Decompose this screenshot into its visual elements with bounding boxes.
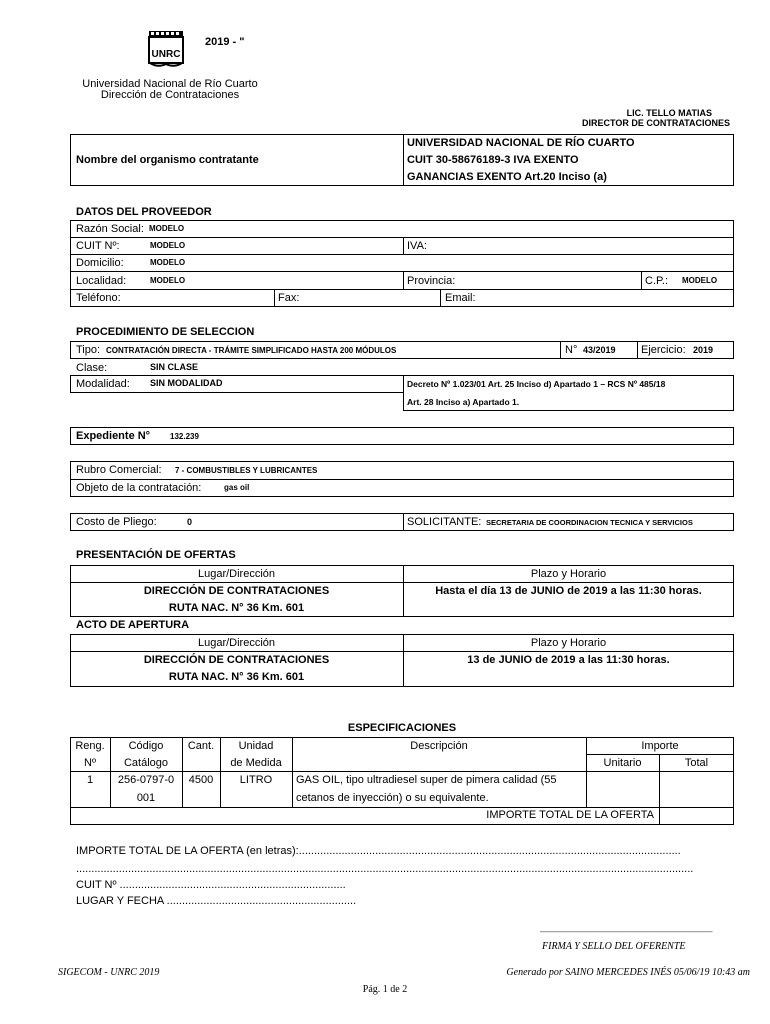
expediente-value: 132.239 — [170, 432, 199, 441]
page-number: Pág. 1 de 2 — [362, 984, 408, 995]
expediente-label: Expediente N° — [76, 430, 151, 442]
col-descripcion: Descripción — [410, 740, 468, 752]
clase-label: Clase: — [76, 362, 108, 374]
iva-label: IVA: — [407, 240, 427, 252]
numero-label: N° — [565, 344, 578, 356]
presentacion-title: PRESENTACIÓN DE OFERTAS — [76, 549, 236, 561]
localidad-label: Localidad: — [76, 275, 127, 287]
generado-label: Generado por SAINO MERCEDES INÉS 05/06/19 10:43 am — [506, 967, 750, 978]
university-logo — [148, 30, 184, 70]
presentacion-lugar-header: Lugar/Dirección — [197, 568, 276, 580]
localidad-value: MODELO — [150, 276, 186, 285]
costo-value: 0 — [187, 517, 193, 527]
organismo-line3: GANANCIAS EXENTO Art.20 Inciso (a) — [407, 171, 607, 183]
apertura-title: ACTO DE APERTURA — [76, 619, 190, 631]
clase-value: SIN CLASE — [150, 362, 199, 372]
organismo-line2: CUIT 30-58676189-3 IVA EXENTO — [407, 154, 579, 166]
col-codigo-2: Catálogo — [123, 757, 169, 769]
decreto-line1: Decreto Nº 1.023/01 Art. 25 Inciso d) Apartado 1 – RCS Nº 485/18 — [407, 379, 666, 389]
director-name: LIC. TELLO MATIAS — [626, 108, 712, 118]
apertura-lugar-header: Lugar/Dirección — [197, 637, 276, 649]
organismo-line1: UNIVERSIDAD NACIONAL DE RÍO CUARTO — [407, 137, 635, 149]
especificaciones-title: ESPECIFICACIONES — [347, 722, 457, 734]
solicitante-label: SOLICITANTE: — [407, 516, 482, 528]
apertura-plazo-value: 13 de JUNIO de 2019 a las 11:30 horas. — [467, 654, 670, 666]
col-importe: Importe — [641, 740, 679, 752]
ejercicio-value: 2019 — [693, 345, 714, 355]
costo-label: Costo de Pliego: — [76, 516, 157, 528]
rubro-value: 7 - COMBUSTIBLES Y LUBRICANTES — [175, 466, 318, 475]
sigecom-label: SIGECOM - UNRC 2019 — [58, 967, 160, 978]
tipo-label: Tipo: — [76, 344, 101, 356]
solicitante-value: SECRETARIA DE COORDINACION TECNICA Y SERVICIOS — [486, 518, 693, 527]
firma-label: FIRMA Y SELLO DEL OFERENTE — [542, 941, 686, 952]
proveedor-title: DATOS DEL PROVEEDOR — [76, 206, 212, 218]
apertura-lugar-line1: DIRECCIÓN DE CONTRATACIONES — [143, 654, 330, 666]
decreto-line2: Art. 28 Inciso a) Apartado 1. — [407, 397, 520, 407]
signature-line: _______________________________ — [540, 922, 713, 933]
apertura-lugar-line2: RUTA NAC. N° 36 Km. 601 — [168, 671, 305, 683]
col-total: Total — [684, 757, 709, 769]
cp-value: MODELO — [682, 276, 718, 285]
university-name: Universidad Nacional de Río Cuarto — [82, 78, 258, 90]
cuit-value: MODELO — [150, 241, 186, 250]
row-unidad: LITRO — [239, 774, 273, 786]
email-label: Email: — [445, 292, 476, 304]
col-reng-2: Nº — [84, 757, 96, 769]
razon-social-label: Razón Social: — [76, 223, 144, 235]
presentacion-lugar-line2: RUTA NAC. N° 36 Km. 601 — [168, 602, 305, 614]
cuit-label: CUIT Nº: — [76, 240, 120, 252]
razon-social-value: MODELO — [149, 224, 185, 233]
rubro-label: Rubro Comercial: — [76, 464, 162, 476]
col-unidad-2: de Medida — [230, 757, 282, 769]
row-codigo-2: 001 — [136, 792, 156, 804]
ejercicio-label: Ejercicio: — [641, 344, 686, 356]
row-reng: 1 — [86, 774, 94, 786]
col-codigo-1: Código — [128, 740, 164, 752]
presentacion-plazo-header: Plazo y Horario — [530, 568, 607, 580]
director-title: DIRECTOR DE CONTRATACIONES — [581, 118, 730, 128]
objeto-value: gas oil — [224, 483, 250, 492]
row-descripcion-2: cetanos de inyección) o su equivalente. — [296, 792, 489, 804]
col-reng-1: Reng. — [75, 740, 105, 752]
cuit-field: CUIT Nº .......................................................................... — [76, 879, 346, 891]
row-codigo-1: 256-0797-0 — [117, 774, 175, 786]
col-unidad-1: Unidad — [238, 740, 274, 752]
cp-label: C.P.: — [645, 275, 669, 287]
presentacion-plazo-value: Hasta el día 13 de JUNIO de 2019 a las 11:30 horas. — [435, 585, 702, 597]
presentacion-lugar-line1: DIRECCIÓN DE CONTRATACIONES — [143, 585, 330, 597]
modalidad-value: SIN MODALIDAD — [150, 378, 223, 388]
procedimiento-title: PROCEDIMIENTO DE SELECCION — [76, 326, 255, 338]
apertura-plazo-header: Plazo y Horario — [530, 637, 607, 649]
tipo-value: CONTRATACIÓN DIRECTA - TRÁMITE SIMPLIFICADO HASTA 200 MÓDULOS — [106, 346, 397, 355]
modalidad-label: Modalidad: — [76, 378, 130, 390]
col-unitario: Unitario — [603, 757, 642, 769]
lugar-fecha-field: LUGAR Y FECHA .............................................................. — [76, 895, 357, 907]
importe-total-label: IMPORTE TOTAL DE LA OFERTA — [486, 809, 654, 821]
logo-text: UNRC — [151, 49, 181, 60]
objeto-label: Objeto de la contratación: — [76, 482, 202, 494]
numero-value: 43/2019 — [583, 345, 616, 355]
provincia-label: Provincia: — [407, 275, 456, 287]
fax-label: Fax: — [278, 292, 300, 304]
domicilio-label: Domicilio: — [76, 257, 124, 269]
row-descripcion-1: GAS OIL, tipo ultradiesel super de pimera calidad (55 — [296, 774, 557, 786]
year-line: 2019 - " — [205, 36, 245, 48]
domicilio-value: MODELO — [150, 258, 186, 267]
dots-line: .......................................................................................................................................................................................................... — [76, 863, 694, 875]
organismo-label: Nombre del organismo contratante — [76, 154, 259, 166]
row-cant: 4500 — [188, 774, 214, 786]
department-name: Dirección de Contrataciones — [100, 89, 240, 101]
telefono-label: Teléfono: — [76, 292, 121, 304]
importe-letras: IMPORTE TOTAL DE LA OFERTA (en letras):............................................................................................................................. — [76, 845, 681, 857]
col-cant: Cant. — [187, 740, 215, 752]
